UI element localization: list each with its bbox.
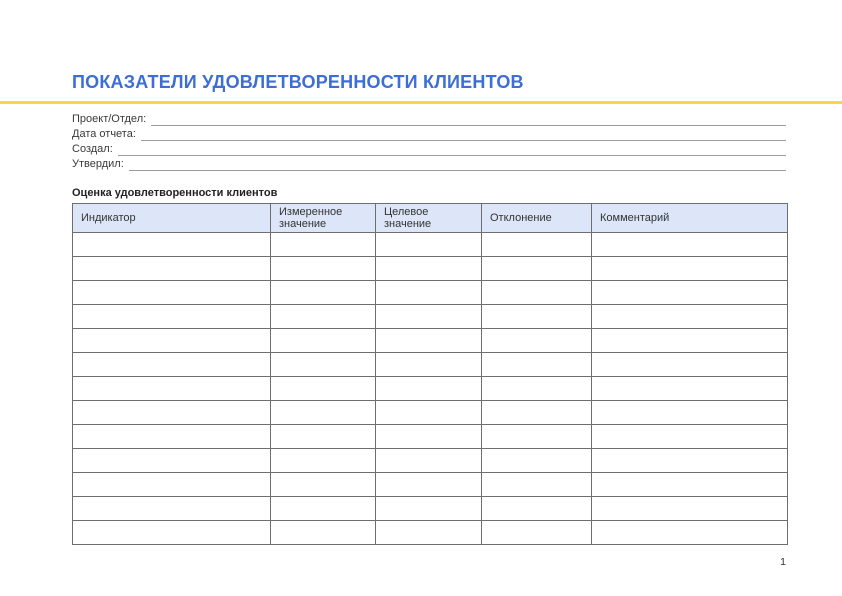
table-cell <box>482 257 592 281</box>
table-cell <box>376 233 482 257</box>
table-cell <box>271 353 376 377</box>
table-cell <box>592 305 788 329</box>
fill-in-line <box>118 142 786 156</box>
table-cell <box>376 281 482 305</box>
table-cell <box>376 257 482 281</box>
column-header-indicator: Индикатор <box>73 204 271 233</box>
table-cell <box>482 521 592 545</box>
table-cell <box>271 449 376 473</box>
table-cell <box>376 449 482 473</box>
table-cell <box>592 377 788 401</box>
table-cell <box>482 401 592 425</box>
table-cell <box>482 353 592 377</box>
table-cell <box>592 401 788 425</box>
table-cell <box>271 401 376 425</box>
table-cell <box>271 521 376 545</box>
table-cell <box>482 473 592 497</box>
accent-rule <box>0 101 842 104</box>
table-cell <box>482 233 592 257</box>
table-cell <box>73 401 271 425</box>
table-cell <box>592 353 788 377</box>
table-row <box>73 329 788 353</box>
table-cell <box>73 305 271 329</box>
table-cell <box>73 377 271 401</box>
table-cell <box>592 329 788 353</box>
table-cell <box>73 473 271 497</box>
table-row <box>73 401 788 425</box>
table-row <box>73 353 788 377</box>
field-label: Дата отчета: <box>72 128 136 140</box>
section-heading: Оценка удовлетворенности клиентов <box>72 187 278 199</box>
table-cell <box>271 497 376 521</box>
table-cell <box>592 473 788 497</box>
field-label: Проект/Отдел: <box>72 113 147 125</box>
meta-fields <box>72 111 786 171</box>
field-label: Утвердил: <box>72 158 124 170</box>
table-cell <box>271 257 376 281</box>
table-cell <box>73 497 271 521</box>
table-cell <box>271 233 376 257</box>
table-cell <box>73 449 271 473</box>
fill-in-line <box>141 127 786 141</box>
table-cell <box>592 281 788 305</box>
table-cell <box>376 401 482 425</box>
table-cell <box>592 521 788 545</box>
page-title: ПОКАЗАТЕЛИ УДОВЛЕТВОРЕННОСТИ КЛИЕНТОВ <box>72 72 524 92</box>
fill-in-line <box>151 112 786 126</box>
column-header-deviation: Отклонение <box>482 204 592 233</box>
table-row <box>73 521 788 545</box>
table-cell <box>73 281 271 305</box>
field-label: Создал: <box>72 143 113 155</box>
field-report-date <box>72 126 786 141</box>
table-cell <box>482 425 592 449</box>
table-row <box>73 377 788 401</box>
table-cell <box>376 473 482 497</box>
table-cell <box>482 449 592 473</box>
table-cell <box>376 377 482 401</box>
table-cell <box>482 497 592 521</box>
table-cell <box>271 377 376 401</box>
table-cell <box>592 497 788 521</box>
table-cell <box>376 329 482 353</box>
table-cell <box>592 257 788 281</box>
satisfaction-table <box>72 203 788 545</box>
table-row <box>73 449 788 473</box>
table-row <box>73 281 788 305</box>
table-row <box>73 257 788 281</box>
table-cell <box>482 377 592 401</box>
table-cell <box>271 425 376 449</box>
fill-in-line <box>129 157 786 171</box>
table-body <box>73 233 788 545</box>
field-approved-by <box>72 156 786 171</box>
column-header-measured-value: Измеренное значение <box>271 204 376 233</box>
table-header <box>73 204 788 233</box>
table-cell <box>376 497 482 521</box>
table-cell <box>376 521 482 545</box>
column-header-target-value: Целевое значение <box>376 204 482 233</box>
table-row <box>73 473 788 497</box>
table-row <box>73 233 788 257</box>
table-cell <box>592 449 788 473</box>
table-header-row <box>73 204 788 233</box>
table-cell <box>482 281 592 305</box>
table-cell <box>592 233 788 257</box>
table-cell <box>73 353 271 377</box>
table-cell <box>482 329 592 353</box>
page-number: 1 <box>780 556 786 568</box>
field-created-by <box>72 141 786 156</box>
table-cell <box>271 281 376 305</box>
table-cell <box>73 521 271 545</box>
table-row <box>73 497 788 521</box>
table-row <box>73 305 788 329</box>
table-cell <box>73 233 271 257</box>
table-cell <box>592 425 788 449</box>
table-cell <box>271 305 376 329</box>
table-row <box>73 425 788 449</box>
table-cell <box>73 329 271 353</box>
table-cell <box>482 305 592 329</box>
table-cell <box>376 305 482 329</box>
table-cell <box>73 257 271 281</box>
field-project-department <box>72 111 786 126</box>
table-cell <box>271 329 376 353</box>
table-cell <box>73 425 271 449</box>
table-cell <box>271 473 376 497</box>
table-cell <box>376 353 482 377</box>
column-header-comment: Комментарий <box>592 204 788 233</box>
table-cell <box>376 425 482 449</box>
